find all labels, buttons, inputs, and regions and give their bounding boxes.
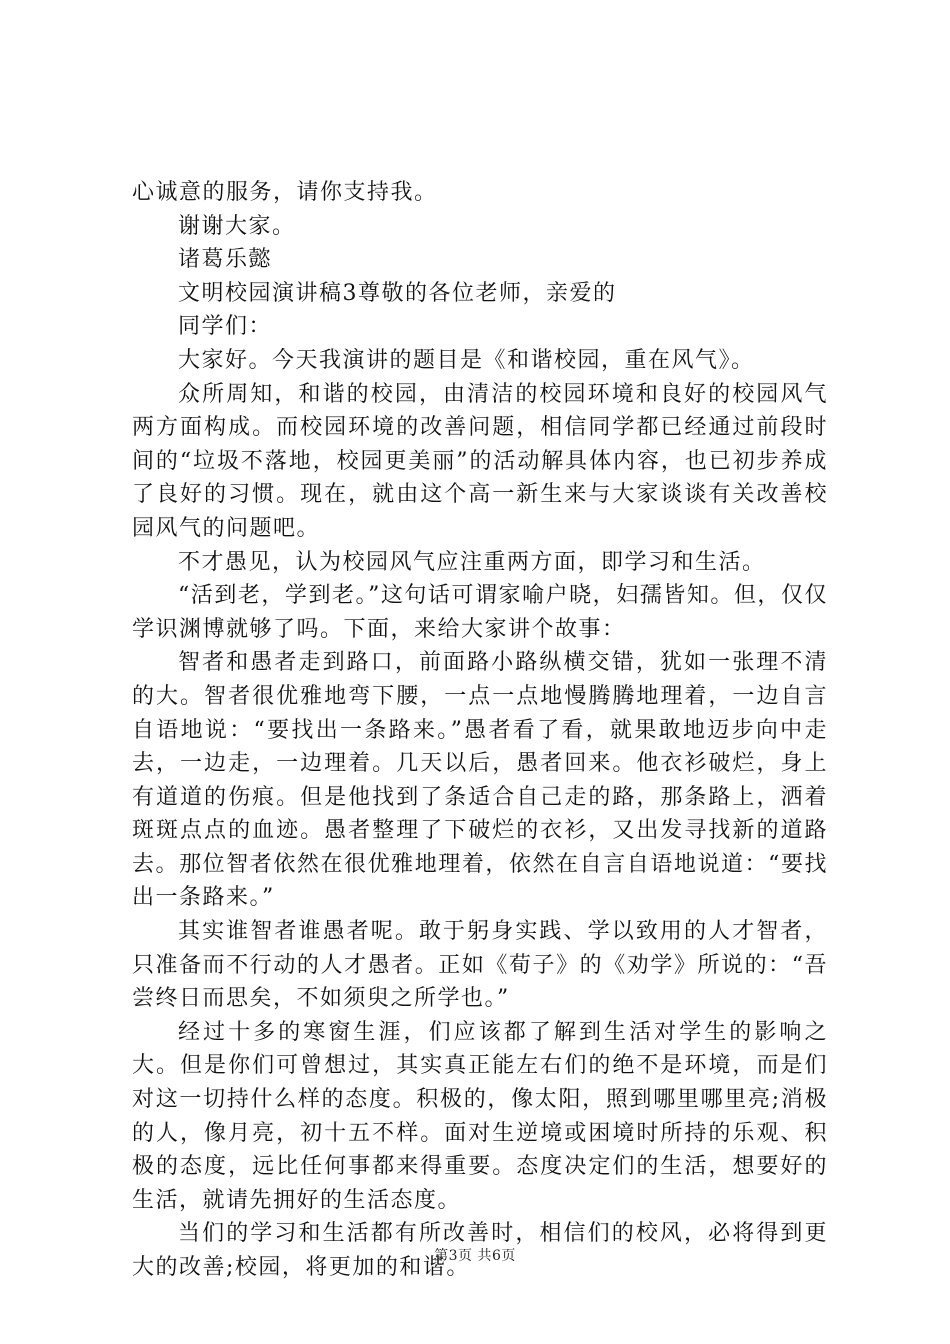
- paragraph-4: 文明校园演讲稿3尊敬的各位老师，亲爱的: [178, 280, 617, 306]
- paragraph-5: 同学们：: [178, 314, 273, 340]
- paragraph-6: 大家好。今天我演讲的题目是《和谐校园，重在风气》。: [178, 347, 755, 373]
- paragraph-11: 其实谁智者谁愚者呢。敢于躬身实践、学以致用的人才智者，只准备而不行动的人才愚者。正如《荀子》的《劝学》所说的：“吾尝终日而思矣，不如须臾之所学也。”: [132, 919, 828, 1012]
- page-number-footer: 第3页 共6页: [434, 1248, 516, 1264]
- document-body: [132, 176, 828, 1285]
- paragraph-2: 谢谢大家。: [178, 213, 296, 239]
- paragraph-13: 当们的学习和生活都有所改善时，相信们的校风，必将得到更大的改善;校园，将更加的和谐。: [132, 1221, 828, 1280]
- paragraph-12: 经过十多的寒窗生涯，们应该都了解到生活对学生的影响之大。但是你们可曾想过，其实真正能左右们的绝不是环境，而是们对这一切持什么样的态度。积极的，像太阳，照到哪里哪里亮;消极的人，像月亮，初十五不样。面对生逆境或困境时所持的乐观、积极的态度，远比任何事都来得重要。态度决定们的生活，想要好的生活，就请先拥好的生活态度。: [132, 1019, 828, 1213]
- paragraph-7: 众所周知，和谐的校园，由清洁的校园环境和良好的校园风气两方面构成。而校园环境的改善问题，相信同学都已经通过前段时间的“垃圾不落地，校园更美丽”的活动解具体内容，也已初步养成了良好的习惯。现在，就由这个高一新生来与大家谈谈有关改善校园风气的问题吧。: [132, 381, 828, 541]
- paragraph-8: 不才愚见，认为校园风气应注重两方面，即学习和生活。: [178, 549, 766, 575]
- paragraph-9: “活到老，学到老。”这句话可谓家喻户晓，妇孺皆知。但，仅仅学识渊博就够了吗。下面，来给大家讲个故事：: [132, 583, 828, 642]
- paragraph-10: 智者和愚者走到路口，前面路小路纵横交错，犹如一张理不清的大。智者很优雅地弯下腰，一点一点地慢腾腾地理着，一边自言自语地说：“要找出一条路来。”愚者看了看，就果敢地迈步向中走去，一边走，一边理着。几天以后，愚者回来。他衣衫破烂，身上有道道的伤痕。但是他找到了条适合自己走的路，那条路上，洒着斑斑点点的血迹。愚者整理了下破烂的衣衫，又出发寻找新的道路去。那位智者依然在很优雅地理着，依然在自言自语地说道：“要找出一条路来。”: [132, 650, 828, 911]
- paragraph-1: 心诚意的服务，请你支持我。: [132, 180, 438, 205]
- paragraph-3: 诸葛乐懿: [178, 247, 273, 273]
